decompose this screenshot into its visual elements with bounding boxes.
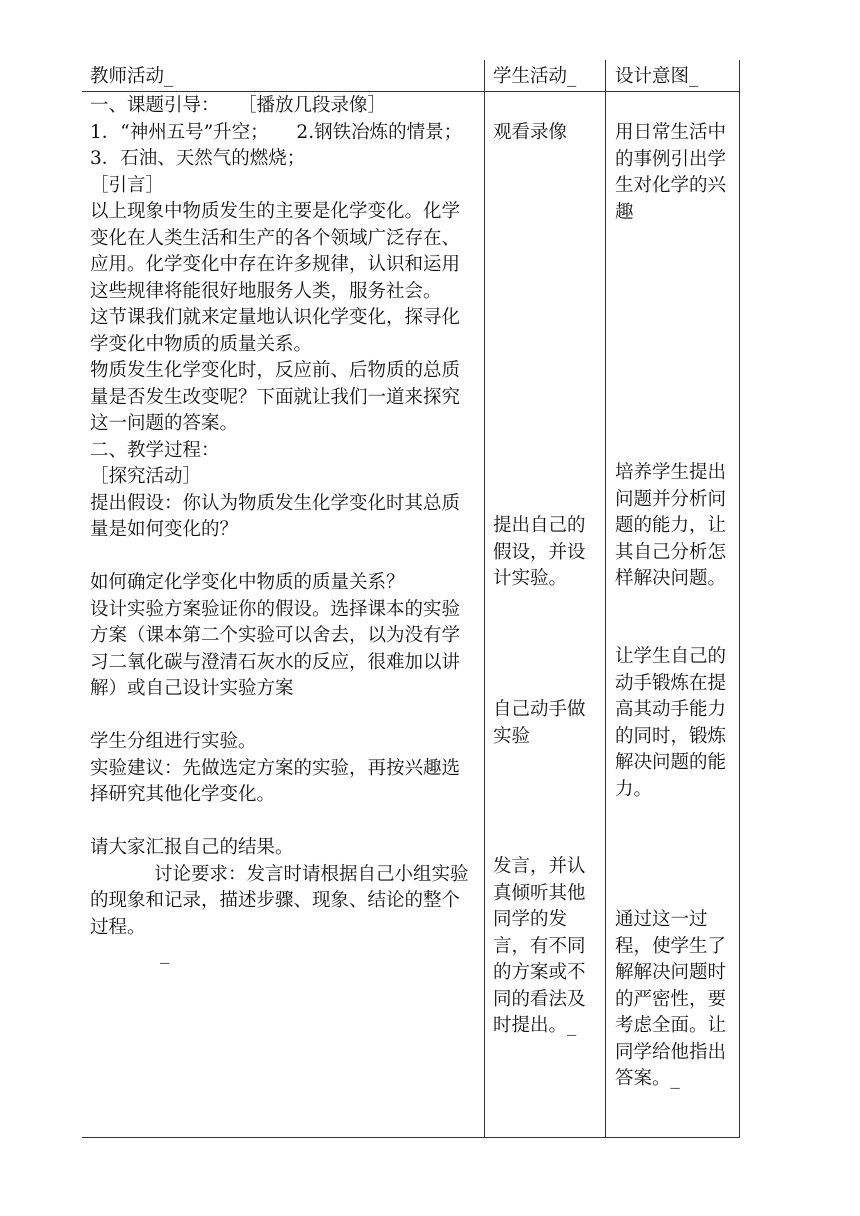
design-plan-text: 设计实验方案验证你的假设。选择课本的实验方案（课本第二个实验可以舍去，以为没有学习二氧化碳与澄清石灰水的反应，很难加以讲解）或自己设计实验方案 xyxy=(90,598,461,699)
intro-items: 1．“神州五号”升空； 2.钢铁冶炼的情景；3．石油、天然气的燃烧； xyxy=(90,121,463,169)
column-divider-2 xyxy=(605,60,606,1138)
header-design: 设计意图_ xyxy=(615,66,699,87)
design-analysis: 培养学生提出问题并分析问题的能力，让其自己分析怎样解决问题。 xyxy=(615,462,727,589)
how-question: 如何确定化学变化中物质的质量关系？ xyxy=(90,572,405,593)
student-speak: 发言，并认真倾听其他同学的发言，有不同的方案或不同的看法及时提出。_ xyxy=(493,856,586,1036)
header-student: 学生活动_ xyxy=(493,66,577,87)
experiment-suggestion: 实验建议：先做选定方案的实验，再按兴趣选择研究其他化学变化。 xyxy=(90,757,461,805)
intro-paragraph-2: 这节课我们就来定量地认识化学变化，探寻化学变化中物质的质量关系。 xyxy=(90,307,461,355)
report-request: 请大家汇报自己的结果。 xyxy=(90,837,294,858)
student-hands-on: 自己动手做实验 xyxy=(493,699,586,747)
activity-label: ［探究活动］ xyxy=(90,466,202,487)
student-propose: 提出自己的假设，并设计实验。 xyxy=(493,515,586,589)
group-experiment: 学生分组进行实验。 xyxy=(90,731,257,752)
column-divider-1 xyxy=(484,60,485,1138)
intro-heading: 一、课题引导： ［播放几段录像］ xyxy=(90,95,387,116)
student-watch: 观看录像 xyxy=(493,122,568,143)
discussion-requirement: 讨论要求：发言时请根据自己小组实验的现象和记录，描述步骤、现象、结论的整个过程。 xyxy=(90,863,469,938)
intro-label: ［引言］ xyxy=(90,174,165,196)
header-divider xyxy=(82,91,740,92)
trailing-mark: _ xyxy=(160,943,170,964)
intro-paragraph-3: 物质发生化学变化时，反应前、后物质的总质量是否发生改变呢？下面就让我们一道来探究这一问题的答案。 xyxy=(90,360,461,434)
teacher-column xyxy=(90,93,476,968)
design-practice: 让学生自己的动手锻炼在提高其动手能力的同时，锻炼解决问题的能力。 xyxy=(615,646,727,800)
right-border xyxy=(739,60,740,1138)
design-interest: 用日常生活中的事例引出学生对化学的兴趣 xyxy=(615,122,727,223)
bottom-border xyxy=(82,1137,740,1138)
design-rigor: 通过这一过程，使学生了解解决问题时的严密性，要考虑全面。让同学给他指出答案。_ xyxy=(615,909,727,1089)
process-heading: 二、教学过程： xyxy=(90,439,220,461)
hypothesis-text: 提出假设：你认为物质发生化学变化时其总质量是如何变化的？ xyxy=(90,492,461,540)
header-teacher: 教师活动_ xyxy=(90,66,174,87)
intro-paragraph-1: 以上现象中物质发生的主要是化学变化。化学变化在人类生活和生产的各个领域广泛存在、应用。化学变化中存在许多规律，认识和运用这些规律将能很好地服务人类，服务社会。 xyxy=(90,201,461,302)
